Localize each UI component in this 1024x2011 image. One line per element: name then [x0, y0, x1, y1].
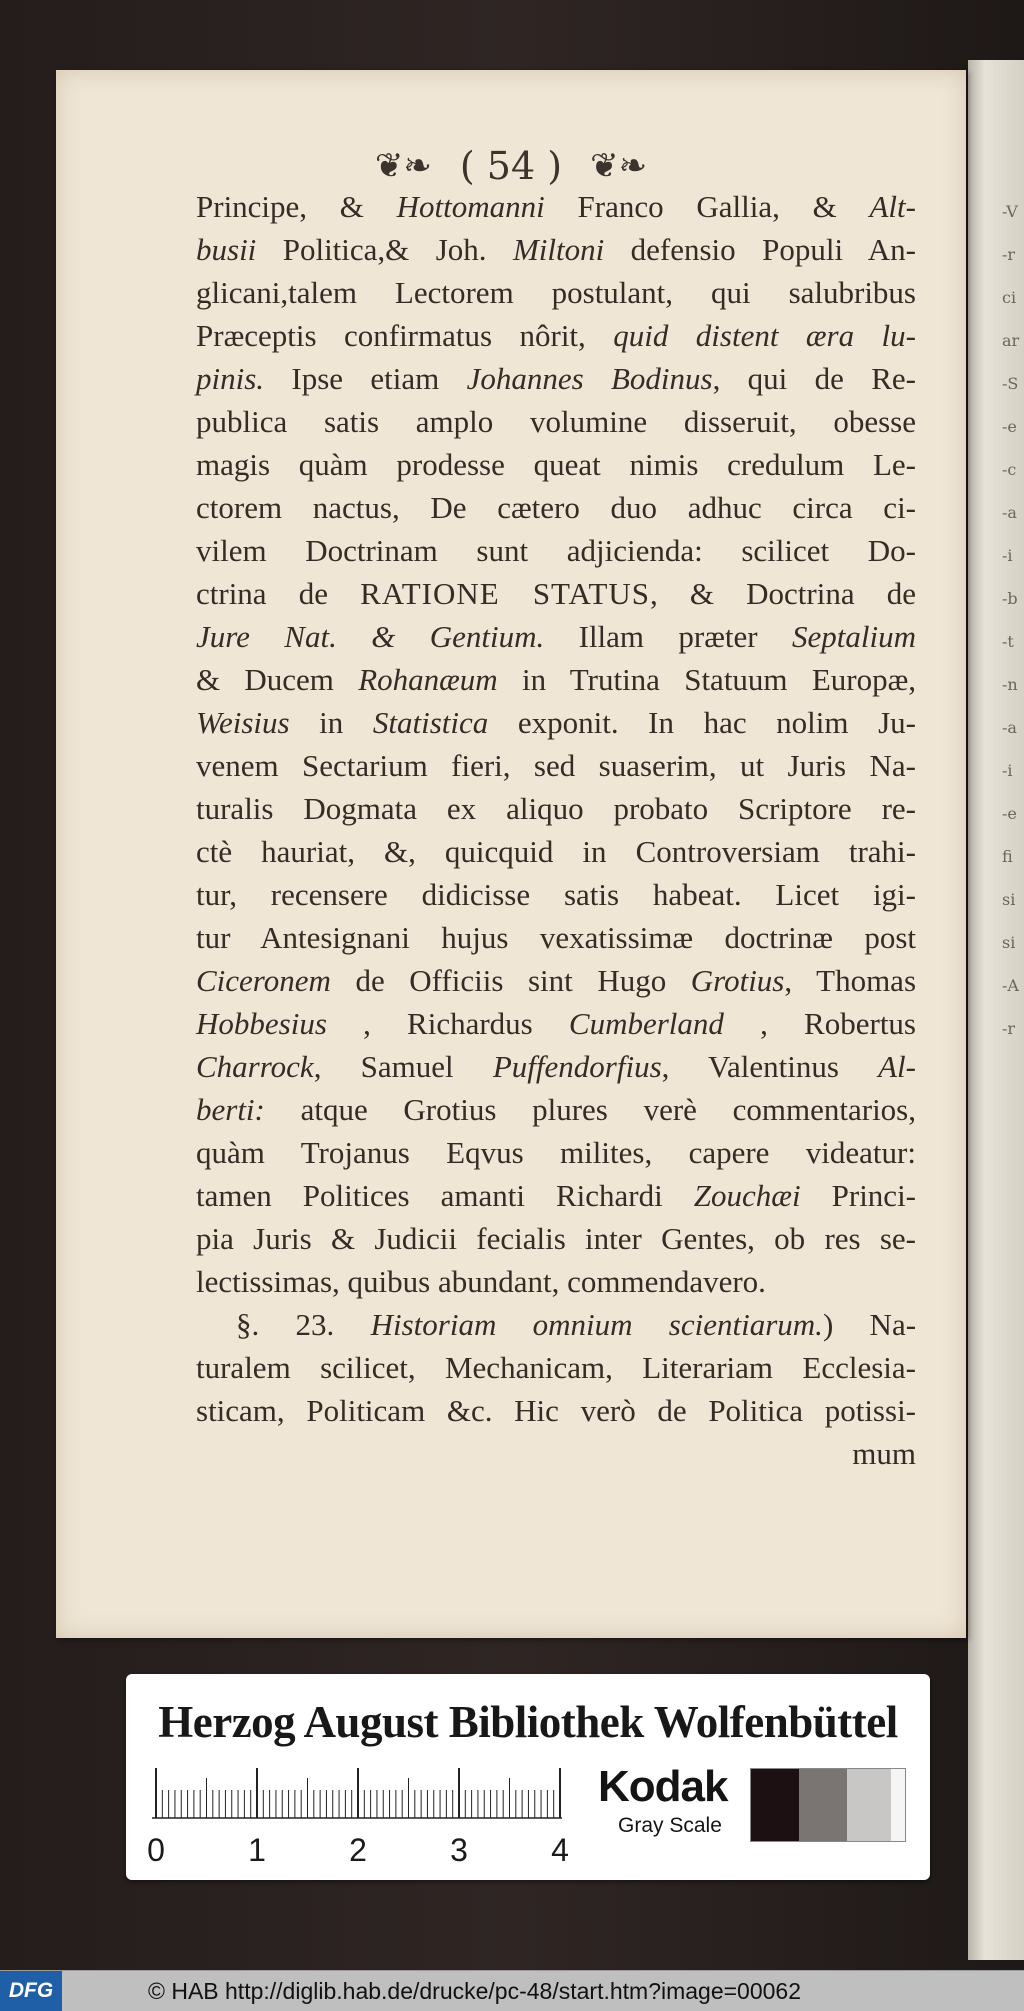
text-line [196, 1303, 916, 1346]
text-span: Hottomanni [396, 189, 545, 224]
text-span: , Richardus [326, 1006, 569, 1041]
text-line [196, 529, 916, 572]
text-span: in Trutina Statuum Europæ, [497, 662, 917, 697]
edge-fragment: -t [1002, 632, 1014, 651]
edge-fragment: si [1002, 933, 1016, 952]
copyright-text: © HAB http://diglib.hab.de/drucke/pc-48/start.htm?image=00062 [148, 1978, 802, 2004]
text-span: Historiam omnium scientiarum. [370, 1307, 823, 1342]
text-span: , & Doctrina de [650, 576, 916, 611]
text-span: Rohanæum [358, 662, 498, 697]
text-span: quid distent æra lu- [613, 318, 916, 353]
edge-fragment: -n [1002, 675, 1018, 694]
edge-fragment: -c [1002, 460, 1017, 479]
ornament-left-icon: ❦❧ [374, 145, 432, 186]
text-span: berti: [196, 1092, 265, 1127]
edge-fragment: -e [1002, 804, 1017, 823]
text-span: , Valentinus [661, 1049, 879, 1084]
text-span: Al- [878, 1049, 916, 1084]
text-span: tur, recensere didicisse satis habeat. Licet igi- [196, 877, 916, 912]
text-span: venem Sectarium fieri, sed suaserim, ut Juris Na- [196, 748, 916, 783]
text-line [196, 1002, 916, 1045]
kodak-subtitle: Gray Scale [618, 1814, 722, 1837]
text-span: turalis Dogmata ex aliquo probato Scriptore re- [196, 791, 916, 826]
text-span: , Robertus [723, 1006, 916, 1041]
text-line [196, 1131, 916, 1174]
text-span: pia Juris & Judicii fecialis inter Gentes, ob res se- [196, 1221, 916, 1256]
text-span: Miltoni [512, 232, 605, 267]
text-line [196, 615, 916, 658]
ruler-ticks [152, 1766, 562, 1822]
text-span: , qui de Re- [712, 361, 916, 396]
gray-swatch [751, 1769, 799, 1841]
edge-fragment: ar [1002, 331, 1020, 350]
text-span: Alt- [869, 189, 916, 224]
text-span: quàm Trojanus Eqvus milites, capere videatur: [196, 1135, 916, 1170]
text-span: Jure Nat. & Gentium. [196, 619, 545, 654]
body-text [196, 185, 916, 1475]
library-name: Herzog August Bibliothek Wolfenbüttel [158, 1697, 898, 1747]
edge-fragment: -S [1002, 374, 1019, 393]
text-line [196, 486, 916, 529]
text-span: defensio Populi An- [604, 232, 916, 267]
text-span: busii [196, 232, 257, 267]
text-span: Johannes Bodinus [466, 361, 713, 396]
text-span: Hobbesius [196, 1006, 327, 1041]
dfg-logo: DFG [0, 1971, 62, 2011]
ornament-right-icon: ❦❧ [590, 145, 648, 186]
text-line [196, 1045, 916, 1088]
text-span: ) Na- [822, 1307, 917, 1342]
text-span: tur Antesignani hujus vexatissimæ doctrinæ post [196, 920, 916, 955]
text-span: Puffendorfius [492, 1049, 662, 1084]
gray-swatch [847, 1769, 891, 1841]
text-span: Zouchæi [693, 1178, 801, 1213]
edge-fragment: -a [1002, 718, 1017, 737]
gray-swatch [799, 1769, 847, 1841]
text-span: sticam, Politicam &c. Hic verò de Politica potissi- [196, 1393, 916, 1428]
ruler-scale [147, 1766, 569, 1876]
text-line [196, 916, 916, 959]
edge-fragment: -A [1002, 976, 1019, 995]
text-span: , Thomas [784, 963, 917, 998]
text-span: & Ducem [196, 662, 359, 697]
text-span: pinis. [196, 361, 265, 396]
adjacent-page-text-fragments [1002, 190, 1024, 1050]
book-page [56, 70, 966, 1638]
text-span: ctorem nactus, De cætero duo adhuc circa ci- [196, 490, 916, 525]
text-line [196, 787, 916, 830]
text-line [196, 1174, 916, 1217]
text-span: glicani,talem Lectorem postulant, qui salubribus [196, 275, 916, 310]
text-line [196, 658, 916, 701]
text-line [196, 1432, 916, 1475]
text-span: vilem Doctrinam sunt adjicienda: scilicet Do- [196, 533, 916, 568]
text-line [196, 357, 916, 400]
text-span: tamen Politices amanti Richardi [196, 1178, 694, 1213]
text-span: Cumberland [568, 1006, 724, 1041]
text-line [196, 228, 916, 271]
text-span: Principe, & [196, 189, 397, 224]
text-line [196, 1217, 916, 1260]
ruler-number: 3 [450, 1832, 468, 1868]
text-span: Ipse etiam [264, 361, 467, 396]
edge-fragment: fi [1002, 847, 1013, 866]
text-line [196, 959, 916, 1002]
kodak-logo: Kodak [598, 1762, 728, 1811]
text-span: ctè hauriat, &, quicquid in Controversiam trahi- [196, 834, 916, 869]
text-span: , Samuel [313, 1049, 493, 1084]
text-line [196, 744, 916, 787]
text-line [196, 1389, 916, 1432]
text-span: magis quàm prodesse queat nimis credulum Le- [196, 447, 916, 482]
text-span: ctrina de [196, 576, 361, 611]
footer-bar [0, 1970, 1024, 2011]
edge-fragment: ci [1002, 288, 1017, 307]
text-span: Grotius [690, 963, 785, 998]
gray-swatch [891, 1769, 905, 1841]
text-span: Statistica [372, 705, 489, 740]
edge-fragment: -i [1002, 761, 1013, 780]
text-span: Charrock [196, 1049, 314, 1084]
text-span: in [289, 705, 373, 740]
text-line [196, 443, 916, 486]
text-line [196, 271, 916, 314]
text-span: exponit. In hac nolim Ju- [488, 705, 916, 740]
text-span: Politica,& Joh. [256, 232, 513, 267]
page-header [56, 140, 966, 188]
ruler-number: 0 [147, 1832, 165, 1868]
ruler-numbers [147, 1832, 569, 1872]
text-span: lectissimas, quibus abundant, commendavero. [196, 1264, 766, 1299]
text-line [196, 314, 916, 357]
text-line [196, 1260, 916, 1303]
text-span: de Officiis sint Hugo [330, 963, 691, 998]
ruler-number: 4 [551, 1832, 569, 1868]
text-line [196, 873, 916, 916]
text-span: Franco Gallia, & [544, 189, 870, 224]
text-span: Præceptis confirmatus nôrit, [196, 318, 614, 353]
edge-fragment: -a [1002, 503, 1017, 522]
text-span: turalem scilicet, Mechanicam, Literariam Ecclesia- [196, 1350, 916, 1385]
edge-fragment: -e [1002, 417, 1017, 436]
text-span: Illam præter [544, 619, 792, 654]
page-number: ( 54 ) [459, 143, 563, 188]
text-line [196, 185, 916, 228]
text-span: §. 23. [236, 1307, 371, 1342]
text-span: Ciceronem [196, 963, 331, 998]
edge-fragment: -r [1002, 1019, 1016, 1038]
edge-fragment: -V [1002, 202, 1018, 221]
text-line [196, 1088, 916, 1131]
edge-fragment: si [1002, 890, 1016, 909]
edge-fragment: -b [1002, 589, 1018, 608]
text-span: atque Grotius plures verè commentarios, [264, 1092, 916, 1127]
text-span: Princi- [800, 1178, 917, 1213]
text-line [196, 572, 916, 615]
gray-scale-swatches [750, 1768, 906, 1842]
ruler-number: 2 [349, 1832, 367, 1868]
text-span: RATIONE STATUS [360, 576, 651, 611]
text-span: mum [852, 1436, 916, 1471]
edge-fragment: -r [1002, 245, 1016, 264]
ruler-number: 1 [248, 1832, 266, 1868]
text-line [196, 1346, 916, 1389]
color-calibration-card [126, 1674, 930, 1880]
text-line [196, 830, 916, 873]
text-span: Septalium [792, 619, 916, 654]
text-line [196, 400, 916, 443]
text-span: publica satis amplo volumine disseruit, obesse [196, 404, 916, 439]
edge-fragment: -i [1002, 546, 1013, 565]
text-span: Weisius [196, 705, 290, 740]
text-line [196, 701, 916, 744]
